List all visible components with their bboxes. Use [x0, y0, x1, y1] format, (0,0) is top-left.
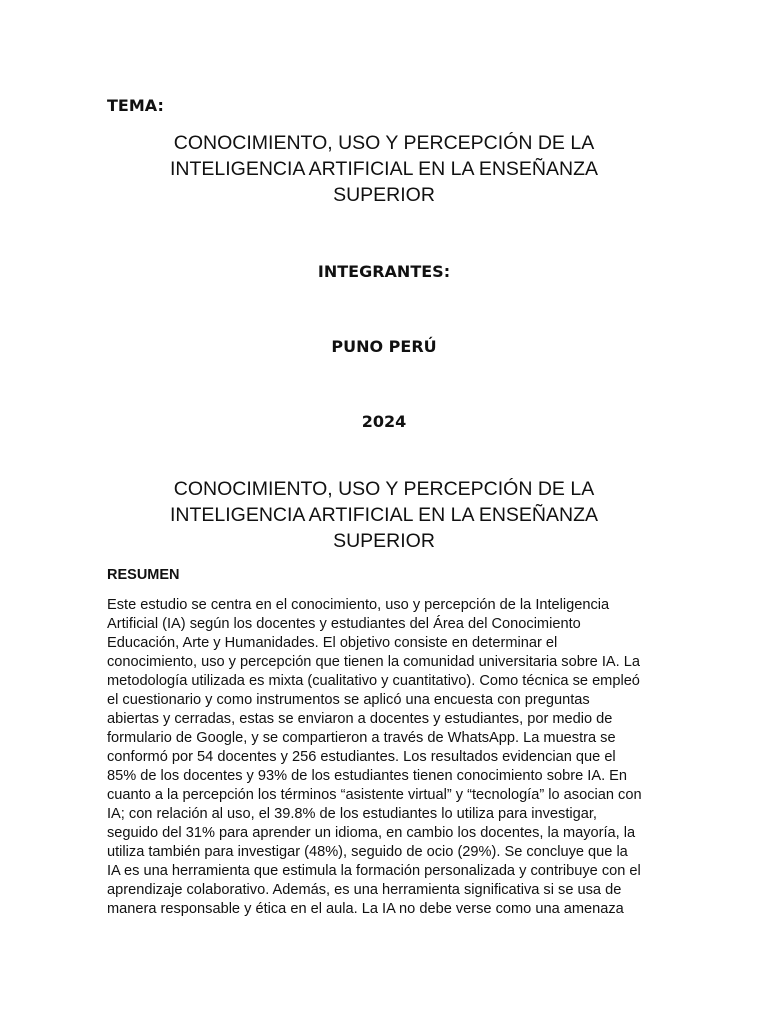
abstract-line: utiliza también para investigar (48%), seguido de ocio (29%). Se concluye que la — [107, 844, 628, 860]
abstract-line: el cuestionario y como instrumentos se aplicó una encuesta con preguntas — [107, 692, 590, 708]
abstract-line: conocimiento, uso y percepción que tienen la comunidad universitaria sobre IA. La — [107, 654, 640, 670]
abstract-line: abiertas y cerradas, estas se enviaron a docentes y estudiantes, por medio de — [107, 711, 613, 727]
abstract-line: cuanto a la percepción los términos “asistente virtual” y “tecnología” lo asocian con — [107, 787, 642, 803]
abstract-line: IA es una herramienta que estimula la formación personalizada y contribuye con el — [107, 863, 641, 879]
page-content — [107, 96, 661, 919]
abstract-line: Artificial (IA) según los docentes y estudiantes del Área del Conocimiento — [107, 616, 581, 632]
year-text: 2024 — [361, 412, 407, 431]
location-text: PUNO PERÚ — [331, 337, 437, 356]
abstract-line: formulario de Google, y se compartieron a través de WhatsApp. La muestra se — [107, 730, 616, 746]
abstract-line: aprendizaje colaborativo. Además, es una herramienta significativa si se usa de — [107, 882, 622, 898]
abstract-line: IA; con relación al uso, el 39.8% de los estudiantes lo utiliza para investigar, — [107, 806, 597, 822]
abstract-paragraph — [107, 596, 661, 919]
abstract-line: metodología utilizada es mixta (cualitativo y cuantitativo). Como técnica se empleó — [107, 673, 640, 689]
abstract-line: conformó por 54 docentes y 256 estudiantes. Los resultados evidencian que el — [107, 749, 616, 765]
cover-title: CONOCIMIENTO, USO Y PERCEPCIÓN DE LA INTELIGENCIA ARTIFICIAL EN LA ENSEÑANZA SUPERIOR — [169, 132, 599, 206]
section-title: CONOCIMIENTO, USO Y PERCEPCIÓN DE LA INTELIGENCIA ARTIFICIAL EN LA ENSEÑANZA SUPERIOR — [169, 478, 599, 552]
abstract-line: Este estudio se centra en el conocimiento, uso y percepción de la Inteligencia — [107, 597, 610, 613]
integrantes-label: INTEGRANTES: — [317, 262, 451, 281]
abstract-line: seguido del 31% para aprender un idioma, en cambio los docentes, la mayoría, la — [107, 825, 636, 841]
abstract-line: Educación, Arte y Humanidades. El objetivo consiste en determinar el — [107, 635, 558, 651]
abstract-line: manera responsable y ética en el aula. La IA no debe verse como una amenaza — [107, 901, 624, 917]
abstract-line: 85% de los docentes y 93% de los estudiantes tienen conocimiento sobre IA. En — [107, 768, 628, 784]
resumen-heading: RESUMEN — [107, 567, 180, 583]
tema-label: TEMA: — [107, 96, 164, 115]
